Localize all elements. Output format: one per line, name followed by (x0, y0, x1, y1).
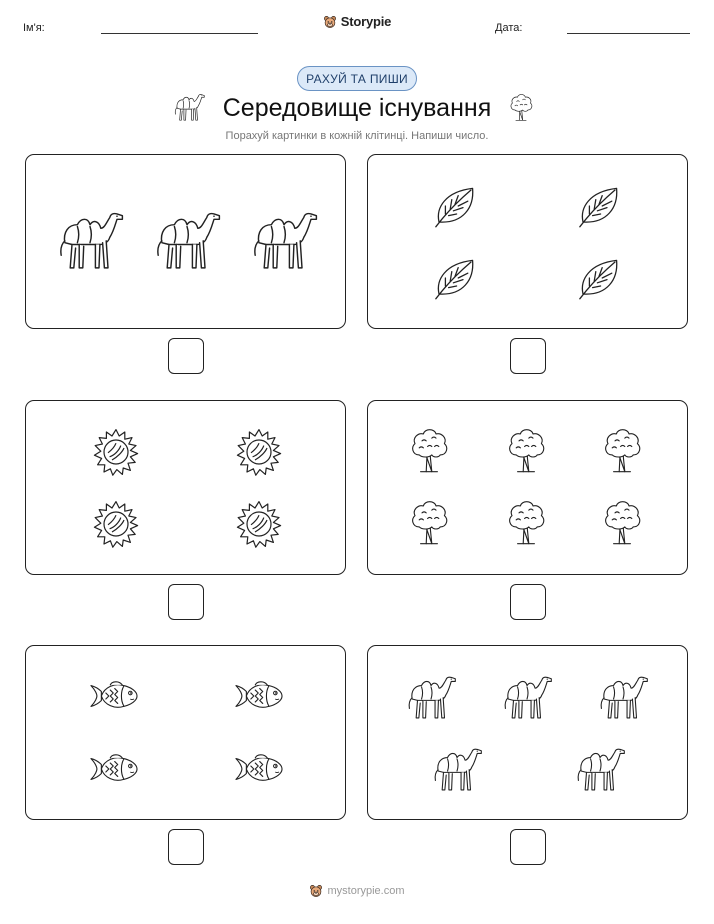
footer (0, 884, 714, 903)
leaf-icon (575, 181, 623, 231)
camel-icon (596, 672, 650, 722)
fish-icon (88, 752, 140, 786)
name-label: Ім'я: (23, 22, 45, 34)
storypie-bear-logo-icon (309, 884, 323, 898)
counting-card-6 (367, 645, 688, 820)
sun-icon (235, 428, 283, 476)
fish-icon (233, 679, 285, 713)
worksheet-header (0, 14, 714, 44)
storypie-bear-logo-icon (323, 15, 337, 29)
answer-box-2[interactable] (510, 338, 546, 374)
counting-card-1 (25, 154, 346, 329)
tree-icon (408, 425, 450, 475)
instructions: Порахуй картинки в кожній клітинці. Напиши число. (225, 130, 489, 142)
camel-icon (54, 207, 126, 273)
camel-icon (430, 744, 484, 794)
sun-icon (92, 428, 140, 476)
tree-icon (408, 497, 450, 547)
camel-icon (500, 672, 554, 722)
footer-url[interactable]: mystorypie.com (327, 885, 405, 897)
counting-card-4 (367, 400, 688, 575)
fish-icon (233, 752, 285, 786)
page-title: Середовище існування (222, 94, 492, 122)
tree-icon (505, 425, 547, 475)
camel-icon (404, 672, 458, 722)
leaf-icon (431, 253, 479, 303)
title-row (0, 92, 714, 128)
tree-icon (601, 425, 643, 475)
camel-icon (248, 207, 320, 273)
camel-icon (573, 744, 627, 794)
camel-icon (151, 207, 223, 273)
counting-card-3 (25, 400, 346, 575)
brand-name: Storypie (340, 14, 392, 29)
answer-box-1[interactable] (168, 338, 204, 374)
tree-icon (505, 497, 547, 547)
leaf-icon (575, 253, 623, 303)
sun-icon (235, 500, 283, 548)
tree-icon (601, 497, 643, 547)
answer-box-4[interactable] (510, 584, 546, 620)
leaf-icon (431, 181, 479, 231)
date-label: Дата: (495, 22, 523, 34)
date-input-line[interactable] (567, 33, 690, 34)
tree-icon (508, 92, 534, 122)
activity-badge: РАХУЙ ТА ПИШИ (297, 66, 417, 91)
counting-card-5 (25, 645, 346, 820)
answer-box-5[interactable] (168, 829, 204, 865)
counting-card-2 (367, 154, 688, 329)
fish-icon (88, 679, 140, 713)
brand (0, 14, 714, 34)
answer-box-6[interactable] (510, 829, 546, 865)
sun-icon (92, 500, 140, 548)
answer-box-3[interactable] (168, 584, 204, 620)
